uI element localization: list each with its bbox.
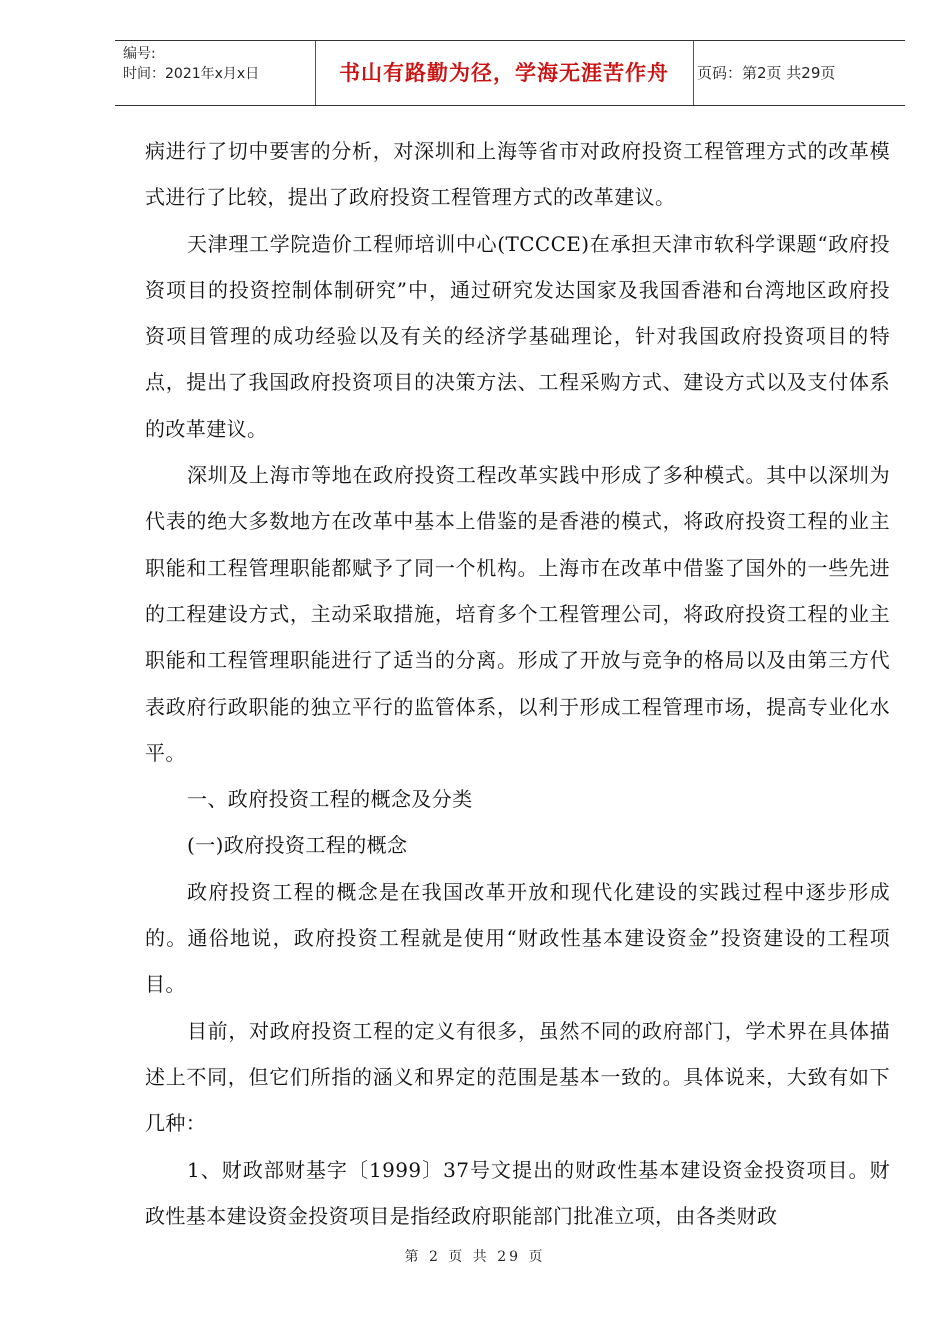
header-divider-left [315,41,316,105]
header-motto: 书山有路勤为径，学海无涯苦作舟 [339,61,669,85]
footer-page-number: 第 2 页 共 29 页 [404,1249,546,1265]
paragraph-3: 深圳及上海市等地在政府投资工程改革实践中形成了多种模式。其中以深圳为代表的绝大多数地方在改革中基本上借鉴的是香港的模式，将政府投资工程的业主职能和工程管理职能都赋予了同一个机构。上海市在改革中借鉴了国外的一些先进的工程建设方式，主动采取措施，培育多个工程管理公司，将政府投资工程的业主职能和工程管理职能进行了适当的分离。形成了开放与竞争的格局以及由第三方代表政府行政职能的独立平行的监管体系，以利于形成工程管理市场，提高专业化水平。 [145,463,890,765]
paragraph-6: 1、财政部财基字〔1999〕37号文提出的财政性基本建设资金投资项目。财政性基本建设资金投资项目是指经政府职能部门批准立项，由各类财政 [145,1157,890,1228]
page-footer [0,1246,950,1266]
subsection-heading: (一)政府投资工程的概念 [187,833,408,858]
date-label: 时间：2021年x月x日 [123,66,260,82]
page-header [115,40,905,106]
header-page-info: 页码：第2页 共29页 [697,64,836,82]
paragraph-2: 天津理工学院造价工程师培训中心(TCCCE)在承担天津市软科学课题“政府投资项目的投资控制体制研究”中，通过研究发达国家及我国香港和台湾地区政府投资项目管理的成功经验以及有关的经济学基础理论，针对我国政府投资项目的特点，提出了我国政府投资项目的决策方法、工程采购方式、建设方式以及支付体系的改革建议。 [145,231,890,441]
paragraph-5: 目前，对政府投资工程的定义有很多，虽然不同的政府部门，学术界在具体描述上不同，但它们所指的涵义和界定的范围是基本一致的。具体说来，大致有如下几种： [145,1018,890,1136]
serial-number-label: 编号: [123,46,156,62]
section-heading: 一、政府投资工程的概念及分类 [187,787,473,812]
header-divider-right [693,41,694,105]
document-body [145,128,890,1239]
paragraph-1: 病进行了切中要害的分析，对深圳和上海等省市对政府投资工程管理方式的改革模式进行了比较，提出了政府投资工程管理方式的改革建议。 [145,139,890,210]
paragraph-4: 政府投资工程的概念是在我国改革开放和现代化建设的实践过程中逐步形成的。通俗地说，政府投资工程就是使用“财政性基本建设资金”投资建设的工程项目。 [145,879,890,997]
header-meta [123,44,313,84]
